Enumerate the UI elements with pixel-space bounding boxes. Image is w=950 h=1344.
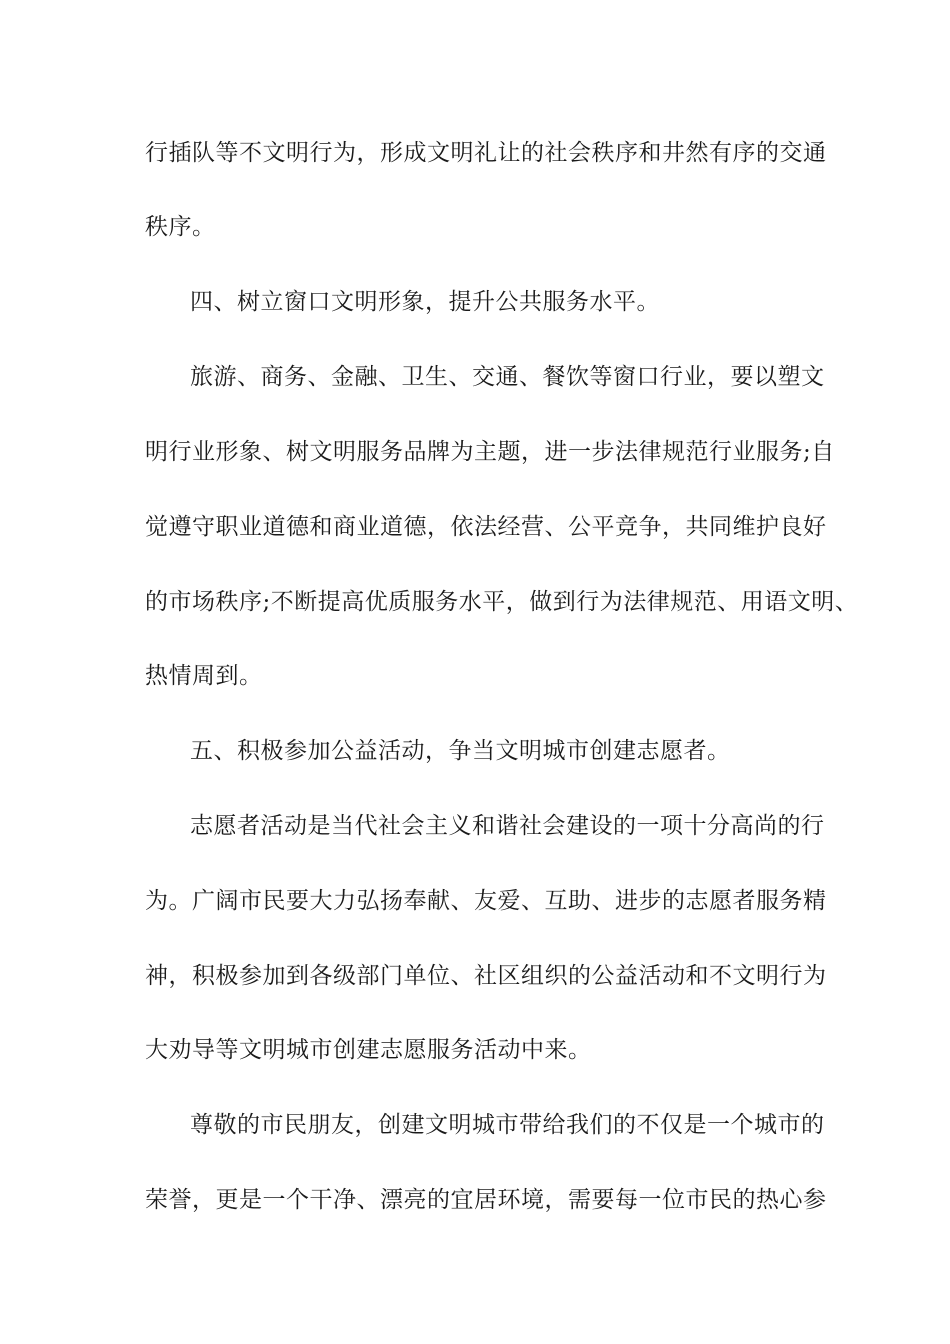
text-line: 热情周到。 — [145, 663, 263, 689]
text-line: 觉遵守职业道德和商业道德，依法经营、公平竞争，共同维护良好 — [145, 514, 827, 540]
section-heading: 四、树立窗口文明形象，提升公共服务水平。 — [190, 289, 660, 315]
text-line: 的市场秩序;不断提高优质服务水平，做到行为法律规范、用语文明、 — [145, 589, 859, 615]
text-line: 旅游、商务、金融、卫生、交通、餐饮等窗口行业，要以塑文 — [190, 364, 825, 390]
text-line: 明行业形象、树文明服务品牌为主题，进一步法律规范行业服务;自 — [145, 439, 835, 465]
text-line: 尊敬的市民朋友，创建文明城市带给我们的不仅是一个城市的 — [190, 1112, 825, 1138]
text-line: 志愿者活动是当代社会主义和谐社会建设的一项十分高尚的行 — [190, 813, 825, 839]
text-line: 为。广阔市民要大力弘扬奉献、友爱、互助、进步的志愿者服务精 — [145, 888, 827, 914]
text-line: 神，积极参加到各级部门单位、社区组织的公益活动和不文明行为 — [145, 963, 827, 989]
text-line: 大劝导等文明城市创建志愿服务活动中来。 — [145, 1037, 592, 1063]
text-line: 行插队等不文明行为，形成文明礼让的社会秩序和井然有序的交通 — [145, 140, 827, 166]
text-line: 秩序。 — [145, 214, 216, 240]
text-line: 荣誉，更是一个干净、漂亮的宜居环境，需要每一位市民的热心参 — [145, 1187, 827, 1213]
section-heading: 五、积极参加公益活动，争当文明城市创建志愿者。 — [190, 738, 731, 764]
